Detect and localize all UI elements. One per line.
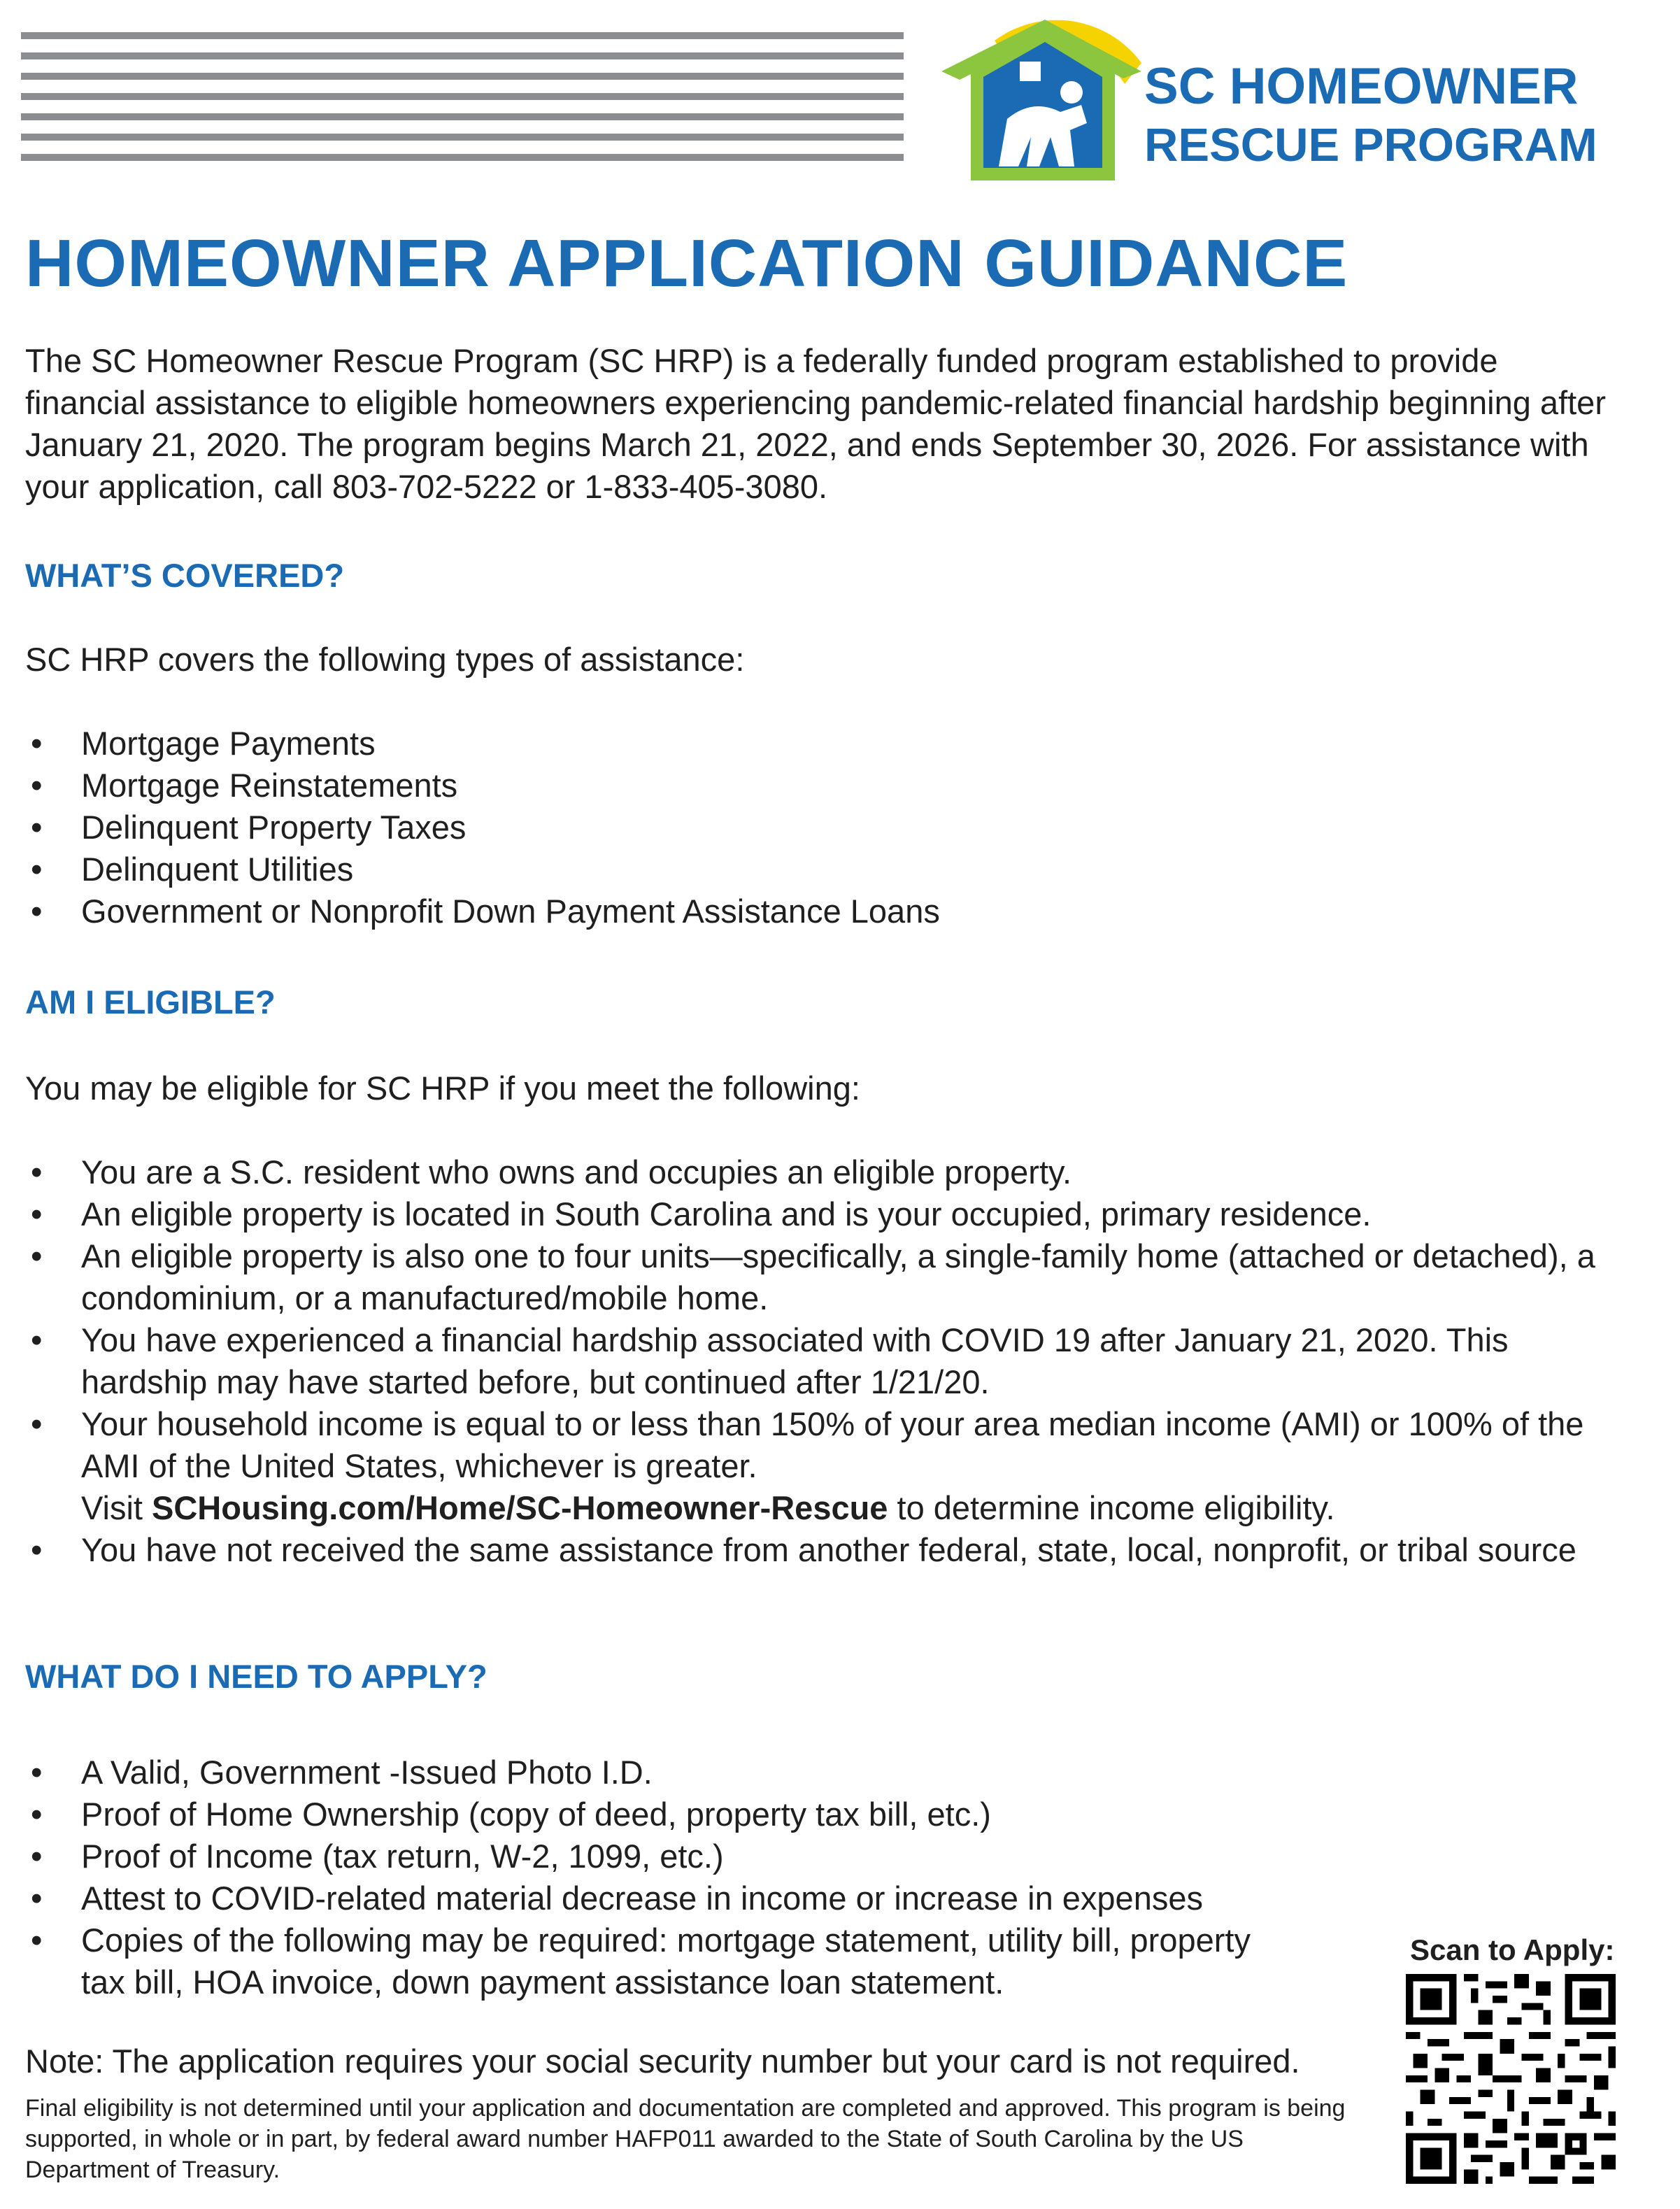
stripe	[21, 73, 904, 80]
eligible-heading: AM I ELIGIBLE?	[25, 983, 276, 1021]
page-title: HOMEOWNER APPLICATION GUIDANCE	[25, 226, 1348, 301]
logo-line-2: RESCUE PROGRAM	[1144, 119, 1597, 171]
note-text: Note: The application requires your social security number but your card is not required.	[25, 2043, 1300, 2080]
scan-to-apply-label: Scan to Apply:	[1410, 1933, 1615, 1966]
program-logo	[934, 0, 1669, 189]
header-stripes	[21, 32, 904, 174]
covered-list	[25, 723, 1627, 932]
eligibility-link[interactable]: SCHousing.com/Home/SC-Homeowner-Rescue	[152, 1489, 888, 1526]
logo-line-1: SC HOMEOWNER	[1144, 58, 1579, 115]
stripe	[21, 52, 904, 59]
stripe	[21, 134, 904, 141]
eligible-list	[25, 1151, 1627, 1571]
list-item: • A Valid, Government -Issued Photo I.D.	[25, 1752, 1284, 1794]
family-head-icon	[1060, 81, 1083, 104]
stripe	[21, 154, 904, 161]
stripe	[21, 113, 904, 120]
visit-suffix: to determine income eligibility.	[888, 1489, 1335, 1526]
qr-code-icon[interactable]	[1406, 1974, 1616, 2184]
income-criteria-text: Your household income is equal to or less than 150% of your area median income (AMI) or 100% of the AMI of the United States, whichever is greater.	[81, 1405, 1584, 1484]
list-item: • Attest to COVID-related material decrease in income or increase in expenses	[25, 1877, 1284, 1919]
list-item: • Delinquent Property Taxes	[25, 807, 1627, 848]
list-item: • An eligible property is also one to four units—specifically, a single-family home (attached or detached), a condominium, or a manufactured/mobile home.	[25, 1235, 1627, 1319]
covered-heading: WHAT’S COVERED?	[25, 557, 345, 594]
visit-prefix: Visit	[81, 1489, 152, 1526]
list-item: • An eligible property is located in South Carolina and is your occupied, primary residence.	[25, 1193, 1627, 1235]
covered-lead: SC HRP covers the following types of assistance:	[25, 641, 745, 678]
list-item: • Mortgage Reinstatements	[25, 765, 1627, 807]
window-icon	[1020, 62, 1041, 81]
list-item: • You are a S.C. resident who owns and occupies an eligible property.	[25, 1151, 1627, 1193]
stripe	[21, 32, 904, 39]
eligible-lead: You may be eligible for SC HRP if you meet the following:	[25, 1070, 860, 1107]
list-item: • Copies of the following may be required: mortgage statement, utility bill, property tax bill, HOA invoice, down payment assistance loan statement.	[25, 1919, 1284, 2003]
list-item: • You have not received the same assistance from another federal, state, local, nonprofit, or tribal source	[25, 1529, 1627, 1571]
fine-print: Final eligibility is not determined until your application and documentation are completed and approved. This program is being supported, in whole or in part, by federal award number HAFP011 awarded to the State of South Carolina by the US Department of Treasury.	[25, 2095, 1346, 2183]
apply-heading: WHAT DO I NEED TO APPLY?	[25, 1658, 487, 1695]
list-item	[25, 1403, 1627, 1529]
list-item: • Proof of Home Ownership (copy of deed, property tax bill, etc.)	[25, 1794, 1284, 1835]
list-item: • Proof of Income (tax return, W-2, 1099, etc.)	[25, 1835, 1284, 1877]
intro-paragraph: The SC Homeowner Rescue Program (SC HRP) is a federally funded program established to provide financial assistance to eligible homeowners experiencing pandemic-related financial hardship beginning after January 21, 2020. The program begins March 21, 2022, and ends September 30, 2026. For assistance with your application, call 803-702-5222 or 1-833-405-3080.	[25, 342, 1606, 505]
apply-list	[25, 1752, 1284, 2003]
list-item: • You have experienced a financial hardship associated with COVID 19 after January 21, 2020. This hardship may have started before, but continued after 1/21/20.	[25, 1319, 1627, 1403]
list-item: • Mortgage Payments	[25, 723, 1627, 765]
list-item: • Government or Nonprofit Down Payment Assistance Loans	[25, 890, 1627, 932]
list-item: • Delinquent Utilities	[25, 848, 1627, 890]
stripe	[21, 93, 904, 100]
